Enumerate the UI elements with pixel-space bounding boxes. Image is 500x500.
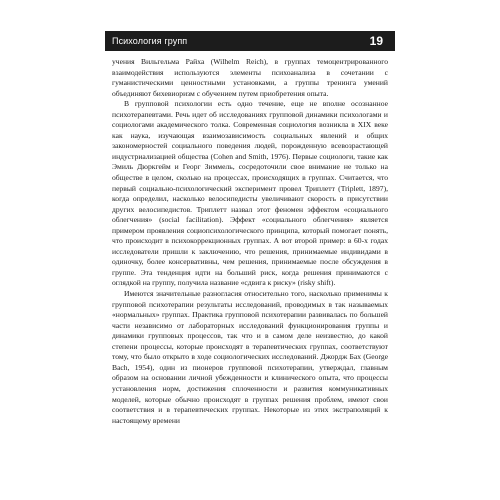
paragraph-1: учения Вильгельма Райха (Wilhelm Reich), в группах темоцентрированного взаимодействия используются элементы психоанализа в сочетании с гуманистическими ценностными установками, а группы тренинга умений объединяют бихевиоризм с обучением путем приобретения опыта. [112, 57, 388, 98]
running-header [105, 31, 395, 51]
body-text [112, 57, 388, 426]
paragraph-3: Имеются значительные разногласия относительно того, насколько применимы к групповой психотерапии результаты исследований, проводимых в так называемых «нормальных» группах. Практика групповой психотерапии развивалась по большей части независимо от лабораторных исследований функционирования группы и динамики групповых процессов, так что и в самом деле неизвестно, до какой степени процессы, которые происходят в терапевтических группах, соответствуют тому, что было открыто в ходе социологических исследований. Джордж Бах (George Bach, 1954), один из пионеров групповой психотерапии, утверждал, главным образом на основании личной убежденности и клинического опыта, что процессы установления норм, достижения сплоченности и развития коммуникативных моделей, которые обычно происходят в группах решения проблем, имеют свои соответствия и в терапевтических группах. Некоторые из этих экстраполяций к настоящему времени [112, 289, 388, 425]
paragraph-2: В групповой психологии есть одно течение, еще не вполне осознанное психотерапевтами. Речь идет об исследованиях групповой динамики психологами и социологами академического толка. Современная социология возникла в XIX веке как наука, изучающая взаимозависимость социальных явлений и общих закономерностей социального поведения людей, порожденную всевозрастающей индустриализацией общества (Cohen and Smith, 1976). Первые социологи, такие как Эмиль Дюркгейм и Георг Зиммель, сосредоточили свое внимание не только на обществе в целом, сколько на процессах, происходящих в группах. Считается, что первый социально-психологический эксперимент провел Триплетт (Triplett, 1897), когда определил, насколько велосипедисты увеличивают скорость в присутствии других велосипедистов. Триплетт назвал этот феномен эффектом «социального облегчения» (social facilitation). Эффект «социального облегчения» является примером проявления социопсихологического принципа, который помогает понять, что происходит в психокоррекционных группах. А вот второй пример: в 60-х годах исследователи пришли к заключению, что решения, принимаемые индивидами в одиночку, более консервативны, чем решения, принимаемые после обсуждения в группе. Эта тенденция идти на больший риск, когда решения принимаются с оглядкой на группу, получила название «сдвига к риску» (risky shift). [112, 99, 388, 288]
running-title: Психология групп [112, 36, 188, 46]
page-number: 19 [369, 34, 383, 48]
